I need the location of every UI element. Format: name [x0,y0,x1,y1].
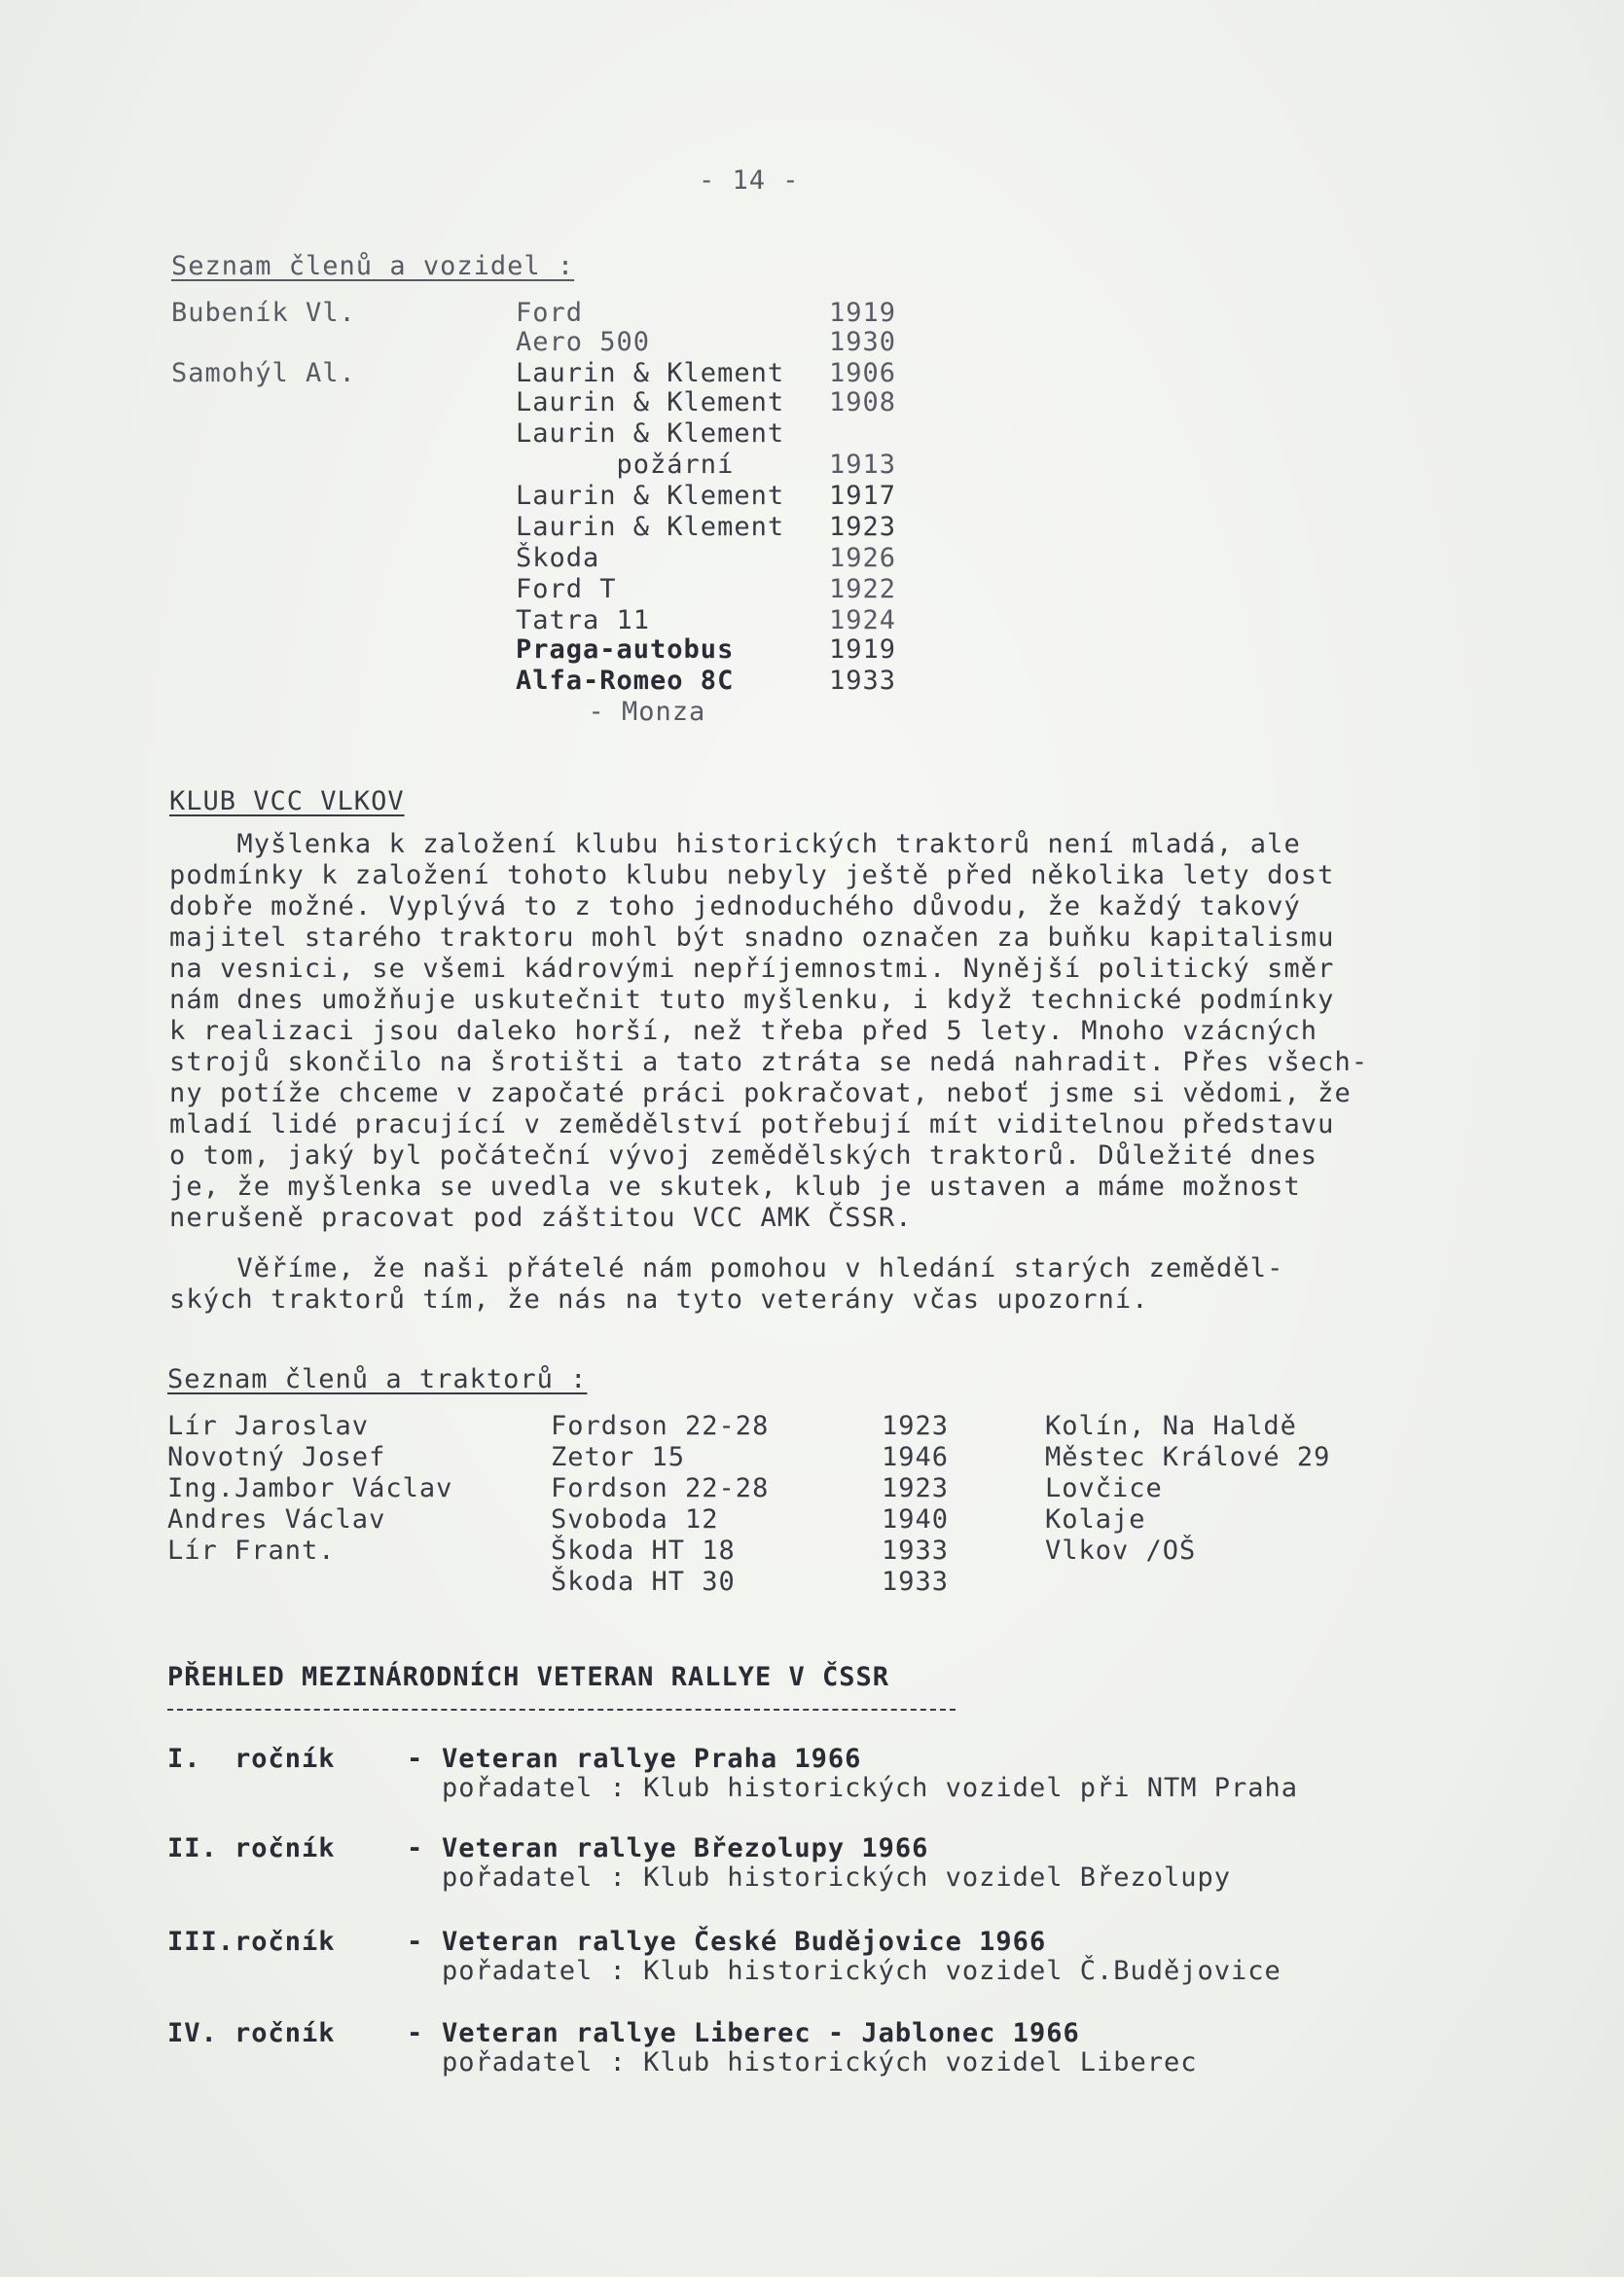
tractor-name: Zetor 15 [551,1442,686,1472]
vehicle-name: - Monza [555,697,706,727]
rallye-heading-rule [167,1709,956,1711]
tractor-year: 1923 [882,1473,950,1503]
vehicle-year: 1906 [829,358,897,388]
rallye-organizer: pořadatel : Klub historických vozidel Březolupy [442,1862,1232,1893]
vehicle-year: 1923 [829,512,897,542]
vehicle-name: Praga-autobus [516,634,735,665]
paragraph-line: podmínky k založení tohoto klubu nebyly ještě před několika lety dost [169,860,1335,890]
vehicle-year: 1924 [829,605,897,635]
paragraph-line: majitel starého traktoru mohl být snadno označen za buňku kapitalismu [169,922,1335,953]
rallye-organizer: pořadatel : Klub historických vozidel při NTM Praha [442,1773,1299,1803]
tractor-year: 1940 [882,1504,950,1535]
vehicle-year: 1926 [829,543,897,573]
rallye-edition: IV. ročník [167,2018,336,2048]
paragraph-line: Myšlenka k založení klubu historických traktorů není mladá, ale [169,829,1301,859]
vehicle-year: 1917 [829,481,897,511]
paragraph-line: je, že myšlenka se uvedla ve skutek, klub je ustaven a máme možnost [169,1172,1301,1202]
rallye-heading: PŘEHLED MEZINÁRODNÍCH VETERAN RALLYE V ČSSR [167,1662,889,1692]
vehicle-year: 1919 [829,298,897,328]
vehicle-year: 1908 [829,387,897,417]
vehicle-owner: Samohýl Al. [171,358,356,388]
vehicle-name: Laurin & Klement [516,387,785,417]
rallye-edition: II. ročník [167,1833,336,1863]
tractor-owner: Ing.Jambor Václav [167,1473,453,1503]
rallye-event: Veteran rallye Liberec - Jablonec 1966 [442,2018,1080,2048]
vehicle-year: 1919 [829,634,897,665]
vehicle-name: Škoda [516,543,600,573]
tractor-place: Městec Králové 29 [1045,1442,1331,1472]
tractor-name: Fordson 22-28 [551,1411,770,1441]
paragraph-line: k realizaci jsou daleko horší, než třeba před 5 lety. Mnoho vzácných [169,1016,1318,1046]
vehicle-owner: Bubeník Vl. [171,298,356,328]
vehicle-name: Tatra 11 [516,605,651,635]
vehicle-year: 1933 [829,666,897,696]
tractors-heading: Seznam členů a traktorů : [167,1364,588,1394]
paragraph-line: nám dnes umožňuje uskutečnit tuto myšlenku, i když technické podmínky [169,985,1335,1015]
vehicle-year: 1922 [829,574,897,604]
tractor-year: 1946 [882,1442,950,1472]
tractor-owner: Lír Frant. [167,1536,336,1566]
rallye-event: Veteran rallye České Budějovice 1966 [442,1927,1047,1957]
paragraph-line: nerušeně pracovat pod záštitou VCC AMK ČSSR. [169,1203,913,1233]
tractor-name: Škoda HT 30 [551,1567,736,1597]
rallye-dash: - [407,1744,424,1774]
page-number: - 14 - [699,165,800,196]
vehicle-name: Laurin & Klement [516,358,785,388]
club-heading: KLUB VCC VLKOV [169,786,405,816]
paragraph-line: dobře možné. Vyplývá to z toho jednoduchého důvodu, že každý takový [169,891,1301,922]
vehicle-name: požární [516,450,735,480]
tractor-year: 1923 [882,1411,950,1441]
rallye-organizer: pořadatel : Klub historických vozidel Liberec [442,2047,1198,2078]
tractor-name: Svoboda 12 [551,1504,719,1535]
tractor-place: Vlkov /OŠ [1045,1536,1197,1566]
vehicle-name: Laurin & Klement [516,481,785,511]
tractor-owner: Andres Václav [167,1504,386,1535]
rallye-edition: III.ročník [167,1927,336,1957]
rallye-event: Veteran rallye Březolupy 1966 [442,1833,929,1863]
rallye-dash: - [407,2018,424,2048]
vehicle-name: Ford [516,298,584,328]
rallye-edition: I. ročník [167,1744,336,1774]
paragraph-line: o tom, jaký byl počáteční vývoj zemědělských traktorů. Důležité dnes [169,1140,1318,1171]
paragraph-line: ských traktorů tím, že nás na tyto veterány včas upozorní. [169,1284,1149,1315]
tractor-place: Kolín, Na Haldě [1045,1411,1297,1441]
tractor-name: Škoda HT 18 [551,1536,736,1566]
paragraph-line: na vesnici, se všemi kádrovými nepříjemnostmi. Nynější politický směr [169,954,1335,984]
vehicle-name: Alfa-Romeo 8C [516,666,735,696]
paragraph-line: Věříme, že naši přátelé nám pomohou v hledání starých zeměděl- [169,1253,1284,1283]
tractor-year: 1933 [882,1536,950,1566]
vehicles-heading: Seznam členů a vozidel : [171,251,575,281]
rallye-organizer: pořadatel : Klub historických vozidel Č.Budějovice [442,1956,1281,1986]
tractor-owner: Lír Jaroslav [167,1411,370,1441]
vehicle-name: Laurin & Klement [516,512,785,542]
vehicle-name: Laurin & Klement [516,418,785,449]
vehicle-name: Ford T [516,574,617,604]
rallye-dash: - [407,1927,424,1957]
rallye-event: Veteran rallye Praha 1966 [442,1744,862,1774]
paragraph-line: ny potíže chceme v započaté práci pokračovat, neboť jsme si vědomi, že [169,1078,1352,1108]
tractor-place: Lovčice [1045,1473,1163,1503]
vehicle-year: 1913 [829,450,897,480]
paragraph-line: mladí lidé pracující v zemědělství potřebují mít viditelnou představu [169,1109,1335,1139]
paragraph-line: strojů skončilo na šrotišti a tato ztráta se nedá nahradit. Přes všech- [169,1047,1369,1077]
vehicle-name: Aero 500 [516,327,651,357]
vehicle-year: 1930 [829,327,897,357]
tractor-owner: Novotný Josef [167,1442,386,1472]
tractor-year: 1933 [882,1567,950,1597]
rallye-dash: - [407,1833,424,1863]
tractor-name: Fordson 22-28 [551,1473,770,1503]
tractor-place: Kolaje [1045,1504,1146,1535]
